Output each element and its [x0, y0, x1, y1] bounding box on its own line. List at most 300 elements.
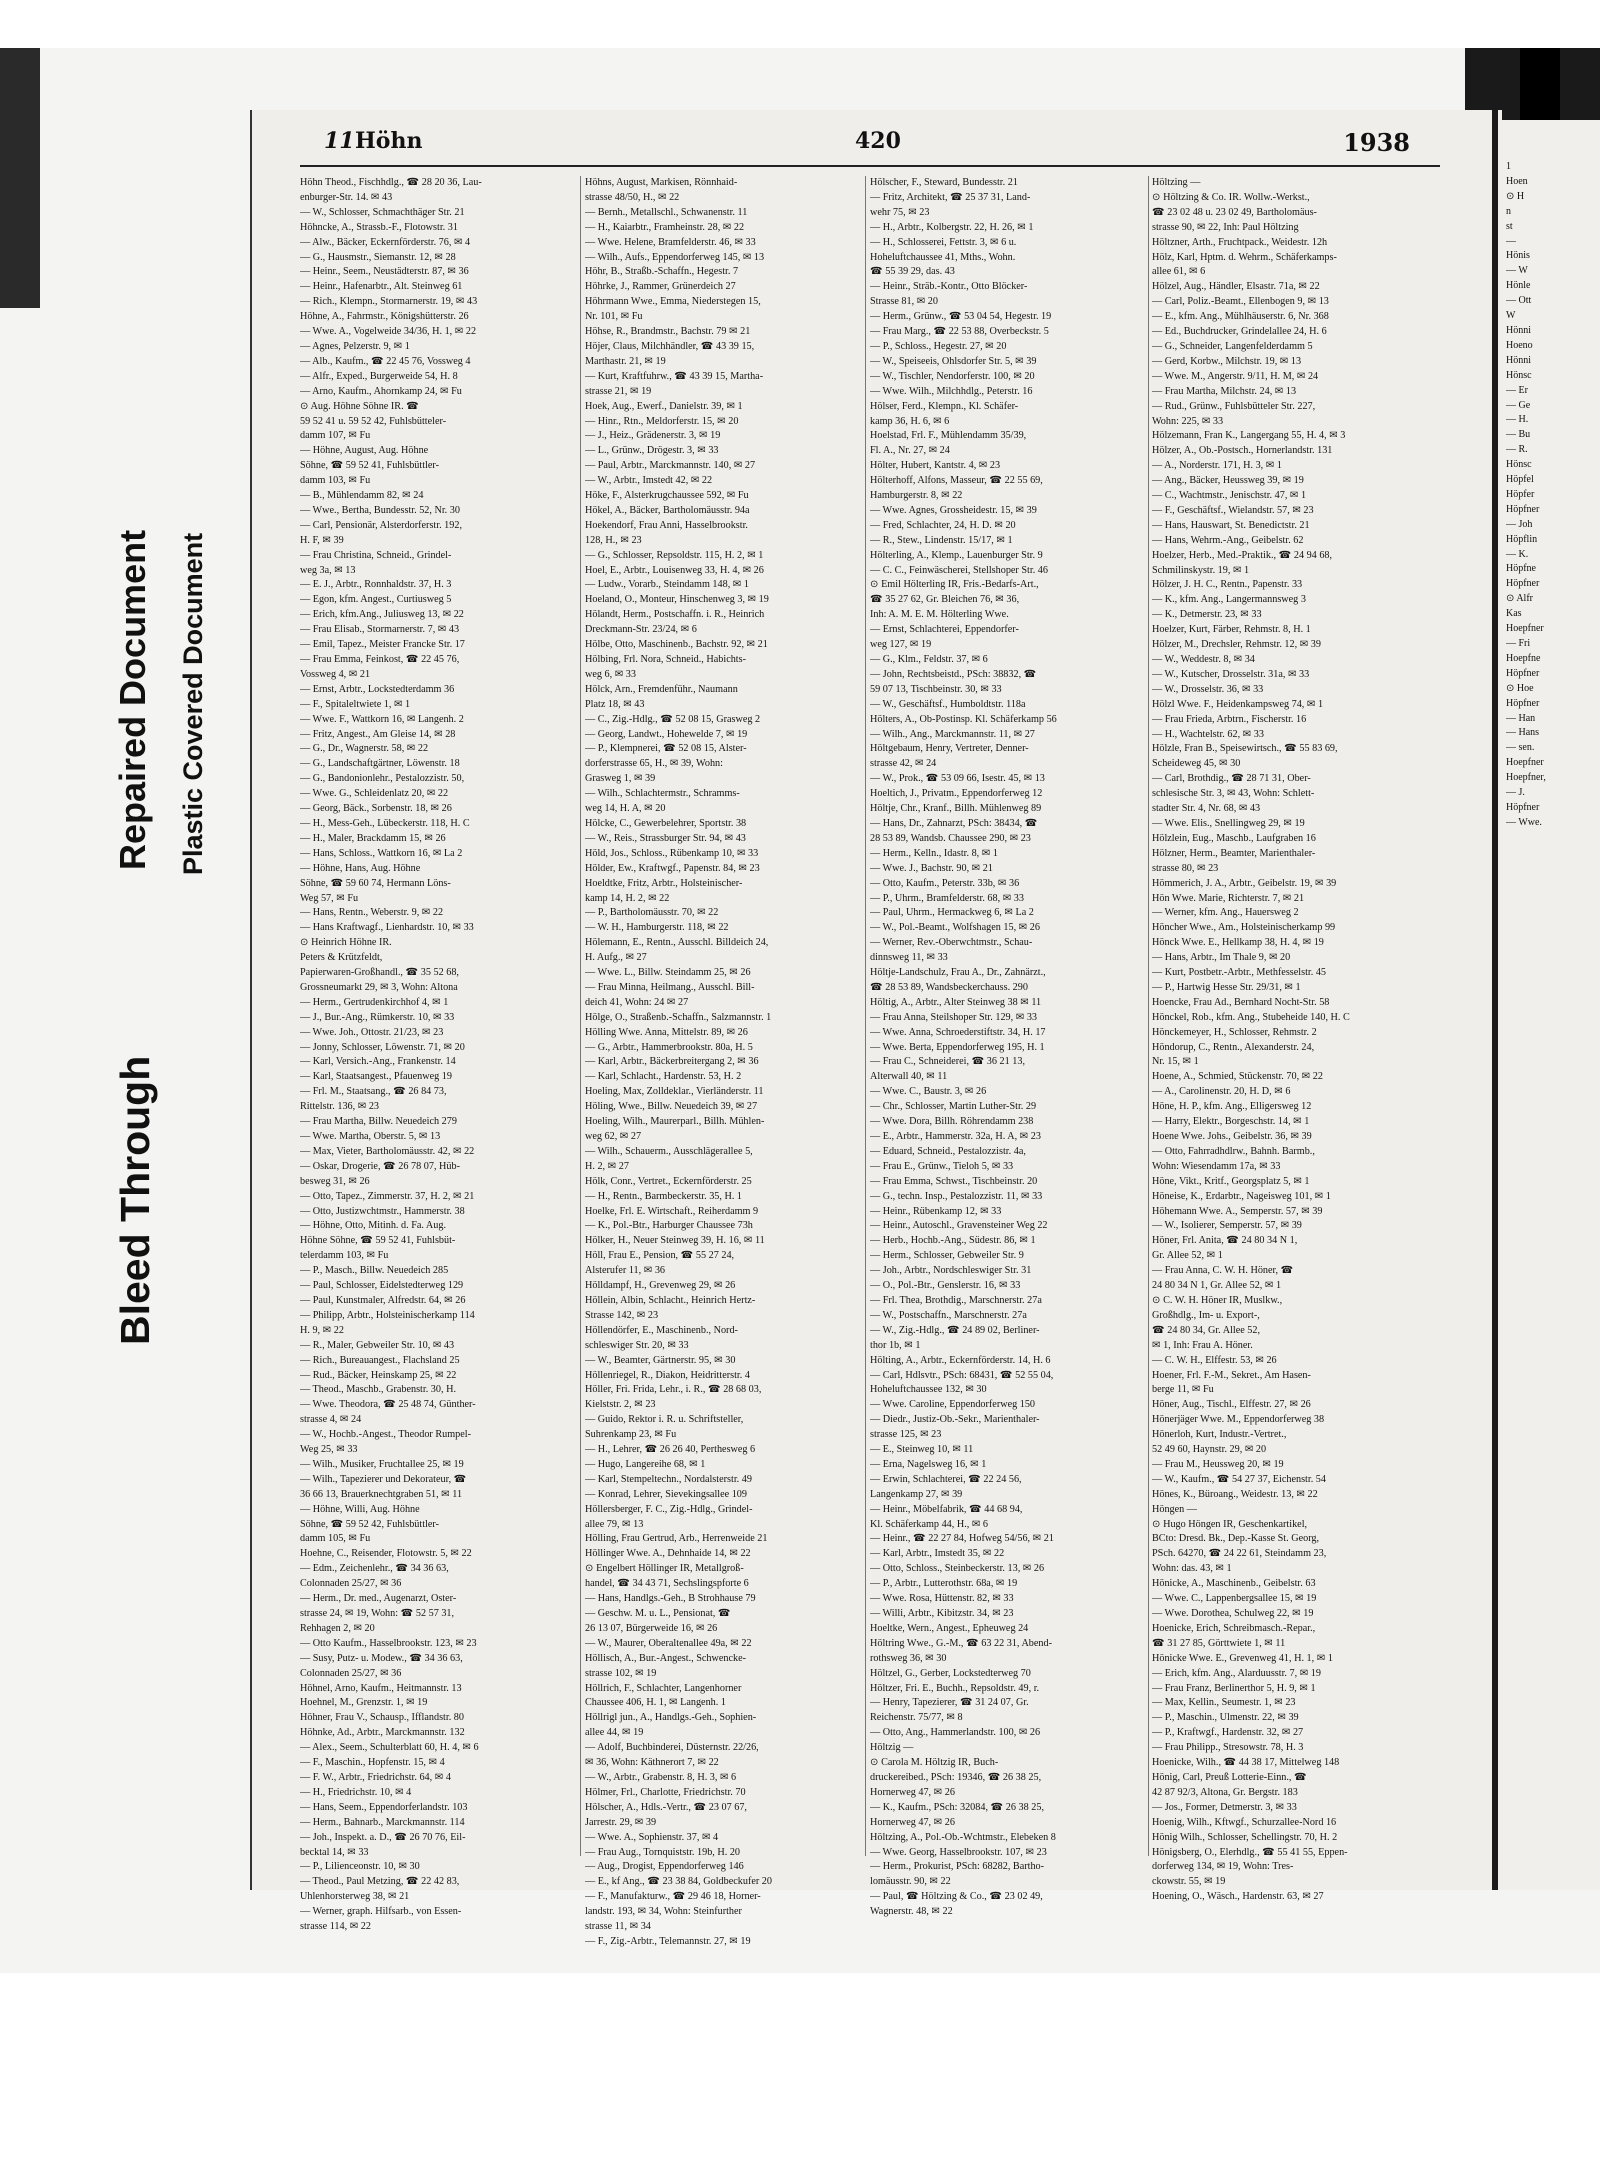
directory-entry: — C., Wachtmstr., Jenischstr. 47, ✉ 1	[1152, 490, 1307, 502]
directory-entry: Strasse 81, ✉ 20	[870, 296, 938, 308]
directory-entry: Uhlenhorsterweg 38, ✉ 21	[300, 1891, 410, 1903]
directory-entry: dorferweg 134, ✉ 19, Wohn: Tres-	[1152, 1861, 1294, 1873]
directory-entry: weg 14, H. A, ✉ 20	[585, 803, 666, 815]
page-binding-edge	[1492, 110, 1498, 1890]
directory-entry: — Wwe. Georg, Hasselbrookstr. 107, ✉ 23	[870, 1846, 1047, 1858]
directory-entry: Höncher Wwe., Am., Holsteinischerkamp 99	[1152, 922, 1336, 934]
directory-entry: — W., Prok., ☎ 53 09 66, Isestr. 45, ✉ 13	[870, 773, 1045, 785]
directory-entry: Höltzing —	[1152, 177, 1201, 188]
directory-entry: — C., Zig.-Hdlg., ☎ 52 08 15, Grasweg 2	[585, 713, 761, 725]
next-page-entry: Hönsc	[1506, 459, 1532, 471]
directory-entry: — Herm., Prokurist, PSch: 68282, Bartho-	[870, 1861, 1045, 1873]
directory-entry: — Carl, Brothdig., ☎ 28 71 31, Ober-	[1152, 773, 1311, 785]
directory-entry: — J., Heiz., Grädenerstr. 3, ✉ 19	[585, 430, 721, 442]
directory-entry: Hoenig, Wilh., Kftwgf., Schurzallee-Nord 16	[1152, 1816, 1337, 1828]
directory-entry: Hölzel, Aug., Händler, Elsastr. 71a, ✉ 22	[1152, 281, 1320, 293]
next-page-entry: ⊙ H	[1506, 190, 1525, 202]
directory-entry: Hoeltich, J., Privatm., Eppendorferweg 12	[870, 788, 1043, 800]
directory-entry: ⊙ Heinrich Höhne IR.	[300, 937, 392, 949]
directory-entry: — W., Speiseeis, Ohlsdorfer Str. 5, ✉ 39	[870, 355, 1037, 367]
directory-entry: — Frau Philipp., Stresowstr. 78, H. 3	[1152, 1742, 1304, 1754]
top-margin	[0, 0, 1600, 48]
directory-entry: — F. W., Arbtr., Friedrichstr. 64, ✉ 4	[300, 1771, 451, 1783]
directory-entry: — Theod., Maschb., Grabenstr. 30, H.	[300, 1384, 456, 1396]
directory-entry: Hönckel, Rob., kfm. Ang., Stubeheide 140, H. C	[1152, 1011, 1350, 1023]
directory-entry: ☎ 28 53 89, Wandsbeckerchauss. 290	[870, 981, 1028, 993]
directory-entry: Wagnerstr. 48, ✉ 22	[870, 1906, 953, 1918]
directory-entry: ⊙ Emil Hölterling IR, Fris.-Bedarfs-Art.,	[870, 579, 1039, 591]
directory-entry: Höhrke, J., Rammer, Grünerdeich 27	[585, 281, 736, 293]
header-rule	[300, 165, 1440, 167]
next-page-entry: Hönni	[1506, 324, 1531, 336]
directory-entry: — Frau Frieda, Arbtrn., Fischerstr. 16	[1152, 713, 1307, 725]
directory-entry: — Max, Kellin., Seumestr. 1, ✉ 23	[1152, 1697, 1296, 1709]
directory-entry: Hoheluftchaussee 132, ✉ 30	[870, 1384, 987, 1396]
next-page-entry: Hoen	[1506, 175, 1528, 187]
directory-entry: Höltzing, A., Pol.-Ob.-Wchtmstr., Elebeken 8	[870, 1831, 1056, 1843]
directory-entry: Hoener, Frl. F.-M., Sekret., Am Hasen-	[1152, 1369, 1311, 1381]
directory-entry: — Herm., Kelln., Idastr. 8, ✉ 1	[870, 847, 998, 859]
directory-entry: Höhncke, A., Strassb.-F., Flotowstr. 31	[300, 221, 458, 233]
directory-entry: — K., kfm. Ang., Langermannsweg 3	[1152, 594, 1306, 606]
directory-entry: — Frau Franz, Berlinerthor 5, H. 9, ✉ 1	[1152, 1682, 1316, 1694]
directory-entry: Höllrigl jun., A., Handlgs.-Geh., Sophien-	[585, 1712, 757, 1724]
directory-entry: — Hugo, Langereihe 68, ✉ 1	[585, 1458, 706, 1470]
directory-entry: — Karl, Schlacht., Hardenstr. 53, H. 2	[585, 1071, 742, 1083]
directory-entry: — Alw., Bäcker, Eckernförderstr. 76, ✉ 4	[300, 236, 471, 248]
column-divider	[580, 176, 581, 1856]
directory-entry: PSch. 64270, ☎ 24 22 61, Steindamm 23,	[1152, 1548, 1327, 1560]
directory-entry: Söhne, ☎ 59 60 74, Hermann Löns-	[300, 877, 451, 889]
directory-entry: — Frau C., Schneiderei, ☎ 36 21 13,	[870, 1056, 1026, 1068]
directory-entry: ☎ 24 80 34, Gr. Allee 52,	[1152, 1324, 1261, 1336]
directory-entry: — Wwe. Joh., Ottostr. 21/23, ✉ 23	[300, 1026, 444, 1038]
directory-entry: Höne, Vikt., Kritf., Georgsplatz 5, ✉ 1	[1152, 1175, 1310, 1187]
directory-entry: strasse 80, ✉ 23	[1152, 862, 1219, 874]
directory-entry: Höhner, Frau V., Schausp., Ifflandstr. 80	[300, 1712, 464, 1724]
directory-entry: 128, H., ✉ 23	[585, 534, 642, 546]
directory-entry: — Wwe. Rosa, Hüttenstr. 82, ✉ 33	[870, 1593, 1014, 1605]
directory-entry: — H., Mess-Geh., Lübeckerstr. 118, H. C	[300, 817, 470, 829]
directory-entry: Hoeltke, Wern., Angest., Epheuweg 24	[870, 1622, 1029, 1634]
next-page-entry: — Hans	[1506, 727, 1540, 739]
directory-entry: Wohn: Wiesendamm 17a, ✉ 33	[1152, 1160, 1281, 1172]
directory-entry: — W., Pol.-Beamt., Wolfshagen 15, ✉ 26	[870, 922, 1040, 934]
directory-entry: — Susy, Putz- u. Modew., ☎ 34 36 63,	[300, 1652, 463, 1664]
directory-entry: — Wwe. Martha, Oberstr. 5, ✉ 13	[300, 1131, 441, 1142]
directory-entry: Hölscher, A., Hdls.-Vertr., ☎ 23 07 67,	[585, 1801, 747, 1813]
directory-entry: Hoene Wwe. Johs., Geibelstr. 36, ✉ 39	[1152, 1131, 1312, 1142]
directory-entry: Rittelstr. 136, ✉ 23	[300, 1101, 380, 1113]
directory-entry: — G., Klm., Feldstr. 37, ✉ 6	[870, 654, 988, 665]
directory-entry: ☎ 31 27 85, Görttwiete 1, ✉ 11	[1152, 1637, 1286, 1649]
directory-entry: — K., Detmerstr. 23, ✉ 33	[1152, 609, 1262, 621]
directory-entry: — Adolf, Buchbinderei, Düsternstr. 22/26,	[585, 1742, 759, 1754]
directory-entry: Hölling, Frau Gertrud, Arb., Herrenweide 21	[585, 1533, 768, 1545]
directory-entry: — Herm., Bahnarb., Marckmannstr. 114	[300, 1816, 465, 1828]
directory-entry: — O., Pol.-Btr., Genslerstr. 16, ✉ 33	[870, 1280, 1021, 1292]
directory-entry: — Frau Marg., ☎ 22 53 88, Overbeckstr. 5	[870, 326, 1049, 338]
directory-entry: Höhrmann Wwe., Emma, Niederstegen 15,	[585, 296, 761, 308]
next-page-entry: Hönis	[1506, 250, 1530, 262]
directory-entry: — Max, Vieter, Bartholomäusstr. 42, ✉ 22	[300, 1145, 475, 1157]
directory-entry: weg 62, ✉ 27	[585, 1131, 642, 1142]
directory-entry: Hölling Wwe. Anna, Mittelstr. 89, ✉ 26	[585, 1026, 748, 1038]
directory-entry: Höhemann Wwe. A., Semperstr. 57, ✉ 39	[1152, 1205, 1323, 1217]
directory-entry: — Fritz, Angest., Am Gleise 14, ✉ 28	[300, 728, 456, 740]
column-divider	[1148, 176, 1149, 1856]
directory-entry: — F., Spitaleltwiete 1, ✉ 1	[300, 698, 411, 710]
directory-entry: Hoencke, Frau Ad., Bernhard Nocht-Str. 58	[1152, 996, 1330, 1008]
directory-entry: Hölder, Ew., Kraftwgf., Papenstr. 84, ✉ 23	[585, 862, 760, 874]
directory-entry: — Karl, Arbtr., Bäckerbreitergang 2, ✉ 36	[585, 1056, 759, 1068]
directory-entry: Dreckmann-Str. 23/24, ✉ 6	[585, 624, 697, 636]
next-page-entry: Hönle	[1506, 280, 1531, 292]
directory-entry: Hamburgerstr. 8, ✉ 22	[870, 490, 963, 502]
directory-entry: Strasse 142, ✉ 23	[585, 1309, 659, 1321]
directory-entry: — Frau Martha, Billw. Neuedeich 279	[300, 1116, 457, 1128]
directory-entry: — Paul, Uhrm., Hermackweg 6, ✉ La 2	[870, 907, 1034, 919]
directory-entry: — E. J., Arbtr., Ronnhaldstr. 37, H. 3	[300, 579, 452, 591]
directory-entry: — Geschw. M. u. L., Pensionat, ☎	[585, 1608, 731, 1619]
directory-entry: 59 07 13, Tischbeinstr. 30, ✉ 33	[870, 683, 1002, 695]
directory-entry: — P., Arbtr., Lutterothstr. 68a, ✉ 19	[870, 1578, 1018, 1590]
directory-entry: Höhnel, Arno, Kaufm., Heitmannstr. 13	[300, 1682, 462, 1694]
next-page-entry: — Er	[1506, 384, 1528, 396]
next-page-entry: — Ge	[1506, 399, 1531, 411]
header-title: Höhn	[355, 128, 423, 154]
next-page-entry: Höpfne	[1506, 563, 1536, 575]
directory-entry: — W., Geschäftsf., Humboldtstr. 118a	[870, 698, 1026, 710]
directory-entry: — Wwe. C., Baustr. 3, ✉ 26	[870, 1086, 987, 1098]
directory-entry: Weg 57, ✉ Fu	[300, 892, 359, 904]
directory-entry: — Bernh., Metallschl., Schwanenstr. 11	[585, 206, 748, 218]
directory-entry: — Kurt, Postbetr.-Arbtr., Methfesselstr. 45	[1152, 967, 1327, 979]
directory-entry: Hölck, Arn., Fremdenführ., Naumann	[585, 683, 738, 695]
directory-entry: Höhne Söhne, ☎ 59 52 41, Fuhlsbüt-	[300, 1235, 456, 1247]
directory-entry: — Erwin, Schlachterei, ☎ 22 24 56,	[870, 1473, 1022, 1485]
directory-entry: Hönerloh, Kurt, Industr.-Vertret.,	[1152, 1429, 1287, 1441]
directory-entry: Höhne, A., Fahrmstr., Königshütterstr. 26	[300, 311, 469, 323]
directory-entry: — Gerd, Korbw., Milchstr. 19, ✉ 13	[1152, 355, 1302, 367]
directory-entry: Höhse, R., Brandmstr., Bachstr. 79 ✉ 21	[585, 326, 751, 338]
directory-entry: strasse 102, ✉ 19	[585, 1667, 657, 1679]
directory-entry: deich 41, Wohn: 24 ✉ 27	[585, 996, 689, 1008]
directory-entry: stadter Str. 4, Nr. 68, ✉ 43	[1152, 803, 1261, 815]
directory-entry: Höltring Wwe., G.-M., ☎ 63 22 31, Abend-	[870, 1637, 1052, 1649]
directory-entry: Höjer, Claus, Milchhändler, ☎ 43 39 15,	[585, 340, 755, 352]
directory-entry: enburger-Str. 14. ✉ 43	[300, 191, 393, 203]
directory-entry: — G., Hausmstr., Siemanstr. 12, ✉ 28	[300, 251, 456, 263]
directory-entry: — G., Dr., Wagnerstr. 58, ✉ 22	[300, 743, 429, 755]
directory-entry: — Diedr., Justiz-Ob.-Sekr., Marienthaler-	[870, 1414, 1040, 1426]
directory-entry: — Wwe. Helene, Bramfelderstr. 46, ✉ 33	[585, 236, 756, 248]
directory-entry: Hölmer, Frl., Charlotte, Friedrichstr. 70	[585, 1786, 746, 1798]
directory-entry: — A., Carolinenstr. 20, H. D, ✉ 6	[1152, 1086, 1291, 1098]
directory-entry: Höllinger Wwe. A., Dehnhaide 14, ✉ 22	[585, 1548, 751, 1560]
directory-entry: — H., Lehrer, ☎ 26 26 40, Perthesweg 6	[585, 1444, 756, 1456]
directory-entry: — Carl, Hdlsvtr., PSch: 68431, ☎ 52 55 04,	[870, 1369, 1054, 1381]
next-page-entry: Höpfner	[1506, 697, 1540, 709]
directory-entry: Hölker, H., Neuer Steinweg 39, H. 16, ✉ 11	[585, 1235, 765, 1247]
directory-entry: — P., Uhrm., Bramfelderstr. 68, ✉ 33	[870, 892, 1024, 904]
directory-entry: — Hans, Hauswart, St. Benedictstr. 21	[1152, 519, 1310, 531]
directory-entry: — G., Schneider, Langenfelderdamm 5	[1152, 340, 1313, 352]
directory-entry: Hönicke, A., Maschinenb., Geibelstr. 63	[1152, 1578, 1316, 1590]
directory-entry: Hölters, A., Ob-Postinsp. Kl. Schäferkamp 56	[870, 713, 1057, 725]
directory-entry: Hönicke Wwe. E., Grevenweg 41, H. 1, ✉ 1	[1152, 1652, 1333, 1664]
directory-entry: — Herm., Grünw., ☎ 53 04 54, Hegestr. 19	[870, 311, 1052, 323]
directory-entry: — C. C., Feinwäscherei, Stellshoper Str. 46	[870, 564, 1048, 576]
next-page-entry: — Joh	[1506, 518, 1533, 530]
directory-entry: Hölterhoff, Alfons, Masseur, ☎ 22 55 69,	[870, 475, 1043, 487]
directory-entry: — R., Maler, Gebweiler Str. 10, ✉ 43	[300, 1339, 455, 1351]
directory-entry: Scheideweg 45, ✉ 30	[1152, 758, 1241, 770]
directory-entry: — Hans, Arbtr., Im Thale 9, ✉ 20	[1152, 952, 1291, 964]
directory-entry: — H., Wachtelstr. 62, ✉ 33	[1152, 728, 1264, 740]
directory-entry: strasse 11, ✉ 34	[585, 1921, 651, 1933]
directory-entry: — Harry, Elektr., Borgeschstr. 14, ✉ 1	[1152, 1116, 1310, 1128]
directory-entry: — Karl, Versich.-Ang., Frankenstr. 14	[300, 1056, 456, 1068]
directory-entry: Hoel, E., Arbtr., Louisenweg 33, H. 4, ✉ 26	[585, 564, 764, 576]
directory-entry: Höltzner, Arth., Fruchtpack., Weidestr. 12h	[1152, 236, 1328, 248]
directory-entry: Papierwaren-Großhandl., ☎ 35 52 68,	[300, 967, 459, 979]
directory-entry: Nr. 101, ✉ Fu	[585, 311, 643, 323]
directory-entry: Hoek, Aug., Ewerf., Danielstr. 39, ✉ 1	[585, 400, 743, 412]
directory-entry: Hönerjäger Wwe. M., Eppendorferweg 38	[1152, 1414, 1325, 1426]
directory-entry: — E., kfm. Ang., Mühlhäuserstr. 6, Nr. 368	[1152, 311, 1329, 323]
directory-entry: Hölser, Ferd., Klempn., Kl. Schäfer-	[870, 400, 1019, 412]
directory-entry: — Ang., Bäcker, Heussweg 39, ✉ 19	[1152, 475, 1304, 487]
directory-entry: Suhrenkamp 23, ✉ Fu	[585, 1429, 677, 1441]
directory-entry: Hölscher, F., Steward, Bundesstr. 21	[870, 177, 1018, 188]
directory-entry: Wohn: 225, ✉ 33	[1152, 415, 1224, 427]
next-page-entry: — Wwe.	[1506, 816, 1542, 828]
next-page-entry: Hönsc	[1506, 369, 1532, 381]
next-page-entry: ⊙ Alfr	[1506, 593, 1533, 605]
directory-entry: — P., Schloss., Hegestr. 27, ✉ 20	[870, 340, 1007, 352]
directory-entry: rothsweg 36, ✉ 30	[870, 1652, 947, 1664]
directory-entry: — Rud., Grünw., Fuhlsbütteler Str. 227,	[1152, 400, 1316, 412]
header-section-number: 11	[324, 128, 355, 154]
directory-entry: Hoenicke, Erich, Schreibmasch.-Repar.,	[1152, 1622, 1316, 1634]
directory-entry: Höhn Theod., Fischhdlg., ☎ 28 20 36, Lau-	[300, 177, 482, 188]
next-page-fragment	[1500, 120, 1600, 1890]
next-page-entry: Höpfer	[1506, 488, 1535, 500]
directory-entry: — W., Kaufm., ☎ 54 27 37, Eichenstr. 54	[1152, 1473, 1326, 1485]
directory-entry: Schmilinskystr. 19, ✉ 1	[1152, 564, 1250, 576]
directory-entry: Inh: A. M. E. M. Hölterling Wwe.	[870, 609, 1009, 621]
directory-entry: Höller, Fri. Frida, Lehr., i. R., ☎ 28 68 03,	[585, 1384, 762, 1396]
directory-entry: thor 1b, ✉ 1	[870, 1339, 921, 1351]
directory-entry: — Egon, kfm. Angest., Curtiusweg 5	[300, 594, 452, 606]
directory-entry: — Heinr., Rübenkamp 12, ✉ 33	[870, 1205, 1002, 1217]
directory-entry: — Otto, Kaufm., Peterstr. 33b, ✉ 36	[870, 877, 1020, 889]
scan-shadow-left	[0, 48, 40, 308]
directory-entry: 24 80 34 N 1, Gr. Allee 52, ✉ 1	[1152, 1280, 1282, 1292]
directory-entry: — Ed., Buchdrucker, Grindelallee 24, H. 6	[1152, 326, 1327, 338]
directory-entry: — Paul, Arbtr., Marckmannstr. 140, ✉ 27	[585, 460, 756, 472]
directory-entry: lomäusstr. 90, ✉ 22	[870, 1876, 951, 1888]
directory-entry: Höltzig —	[870, 1742, 914, 1754]
directory-entry: — Höhne, Hans, Aug. Höhne	[300, 862, 421, 874]
directory-entry: allee 44, ✉ 19	[585, 1727, 644, 1739]
directory-entry: Colonnaden 25/27, ✉ 36	[300, 1667, 402, 1679]
directory-entry: — Kurt, Kraftfuhrw., ☎ 43 39 15, Martha-	[585, 370, 764, 382]
directory-entry: weg 6, ✉ 33	[585, 668, 636, 680]
directory-entry: — Philipp, Arbtr., Holsteinischerkamp 114	[300, 1309, 475, 1321]
directory-entry: — Paul, Kunstmaler, Alfredstr. 64, ✉ 26	[300, 1294, 466, 1306]
directory-entry: druckereibed., PSch: 19346, ☎ 26 38 25,	[870, 1771, 1042, 1783]
directory-column-4	[1152, 176, 1427, 1905]
directory-entry: — Heinr., Autoschl., Gravensteiner Weg 22	[870, 1220, 1048, 1232]
directory-entry: — Werner, kfm. Ang., Hauersweg 2	[1152, 907, 1299, 919]
directory-entry: weg 3a, ✉ 13	[300, 564, 356, 576]
directory-entry: — H., Maler, Brackdamm 15, ✉ 26	[300, 832, 446, 844]
directory-entry: — C. W. H., Elffestr. 53, ✉ 26	[1152, 1354, 1277, 1366]
next-page-entry: — K.	[1506, 548, 1529, 560]
directory-entry: damm 107, ✉ Fu	[300, 430, 371, 442]
directory-entry: — E., Steinweg 10, ✉ 11	[870, 1444, 974, 1456]
directory-entry: — F., Zig.-Arbtr., Telemannstr. 27, ✉ 19	[585, 1935, 751, 1947]
directory-entry: Hölzl Wwe. F., Heidenkampsweg 74, ✉ 1	[1152, 698, 1324, 710]
next-page-entry: — H.	[1506, 414, 1529, 426]
directory-entry: Hölting, A., Arbtr., Eckernförderstr. 14, H. 6	[870, 1354, 1051, 1366]
next-page-entry: Hoeno	[1506, 339, 1533, 351]
directory-entry: Gr. Allee 52, ✉ 1	[1152, 1250, 1223, 1262]
directory-entry: becktal 14, ✉ 33	[300, 1846, 369, 1858]
directory-entry: Chaussee 406, H. 1, ✉ Langenh. 1	[585, 1697, 726, 1709]
directory-entry: — Hans, Wehrm.-Ang., Geibelstr. 62	[1152, 534, 1304, 546]
directory-entry: — Höhne, Willi, Aug. Höhne	[300, 1503, 420, 1515]
directory-entry: Hönigsberg, O., Elerhdlg., ☎ 55 41 55, Eppen-	[1152, 1846, 1348, 1858]
directory-entry: — Hans, Seem., Eppendorferlandstr. 103	[300, 1801, 468, 1813]
next-page-entry: Höpfner	[1506, 801, 1540, 813]
directory-entry: — W., Tischler, Nendorferstr. 100, ✉ 20	[870, 370, 1035, 382]
directory-entry: Hölter, Hubert, Kantstr. 4, ✉ 23	[870, 460, 1001, 472]
directory-entry: ☎ 55 39 29, das. 43	[870, 266, 955, 278]
directory-entry: Hönig, Carl, Preuß Lotterie-Einn., ☎	[1152, 1771, 1307, 1783]
directory-entry: Hölz, Karl, Hptm. d. Wehrm., Schäferkamps-	[1152, 251, 1337, 263]
directory-entry: Hölzner, Herm., Beamter, Marienthaler-	[1152, 847, 1316, 859]
next-page-entry: ⊙ Hoe	[1506, 682, 1534, 694]
directory-entry: Höhns, August, Markisen, Rönnhaid-	[585, 177, 738, 188]
directory-entry: — H., Arbtr., Kolbergstr. 22, H. 26, ✉ 1	[870, 221, 1034, 233]
directory-entry: Hoelzer, Kurt, Färber, Rehmstr. 8, H. 1	[1152, 624, 1311, 636]
directory-entry: — Theod., Paul Metzing, ☎ 22 42 83,	[300, 1876, 460, 1888]
directory-entry: — P., Kraftwgf., Hardenstr. 32, ✉ 27	[1152, 1727, 1304, 1739]
directory-entry: — Frau Aug., Tornquiststr. 19b, H. 20	[585, 1846, 741, 1858]
directory-entry: Höllersberger, F. C., Zig.-Hdlg., Grindel-	[585, 1503, 753, 1515]
directory-entry: — E., kf Ang., ☎ 23 38 84, Goldbeckufer 20	[585, 1876, 772, 1888]
directory-entry: — Wilh., Aufs., Eppendorferweg 145, ✉ 13	[585, 251, 765, 263]
directory-entry: — P., Hartwig Hesse Str. 29/31, ✉ 1	[1152, 981, 1301, 993]
next-page-entry: — Bu	[1506, 429, 1531, 441]
directory-entry: Hölzle, Fran B., Speisewirtsch., ☎ 55 83 69,	[1152, 743, 1338, 755]
directory-entry: Höll, Frau E., Pension, ☎ 55 27 24,	[585, 1250, 735, 1262]
directory-entry: — John, Rechtsbeistd., PSch: 38832, ☎	[870, 668, 1037, 680]
directory-entry: — Wwe. Anna, Schroederstiftstr. 34, H. 17	[870, 1026, 1046, 1038]
directory-entry: Hölbe, Otto, Maschinenb., Bachstr. 92, ✉ 21	[585, 639, 768, 651]
directory-entry: H. F, ✉ 39	[300, 534, 344, 546]
directory-entry: — G., Schlosser, Repsoldstr. 115, H. 2, ✉ 1	[585, 549, 764, 561]
header-year: 1938	[1343, 128, 1410, 157]
directory-entry: landstr. 193, ✉ 34, Wohn: Steinfurther	[585, 1906, 742, 1918]
directory-entry: — A., Norderstr. 171, H. 3, ✉ 1	[1152, 460, 1282, 472]
directory-entry: — Frau Elisab., Stormarnerstr. 7, ✉ 43	[300, 624, 460, 636]
directory-entry: Hoenicke, Wilh., ☎ 44 38 17, Mittelweg 148	[1152, 1757, 1340, 1769]
directory-entry: Höllendörfer, E., Maschinenb., Nord-	[585, 1324, 738, 1336]
directory-entry: Höltzer, Fri. E., Buchh., Repsoldstr. 49, r.	[870, 1682, 1040, 1694]
directory-entry: — Werner, Rev.-Oberwchtmstr., Schau-	[870, 937, 1033, 949]
directory-entry: Höllisch, A., Bur.-Angest., Schwencke-	[585, 1652, 746, 1664]
directory-entry: — R., Stew., Lindenstr. 15/17, ✉ 1	[870, 534, 1013, 546]
directory-entry: — Otto, Schloss., Steinbeckerstr. 13, ✉ 26	[870, 1563, 1045, 1575]
directory-entry: — Frau Martha, Milchstr. 24, ✉ 13	[1152, 385, 1297, 397]
next-page-entry: — Fri	[1506, 638, 1531, 649]
directory-entry: Höllenriegel, R., Diakon, Heidritterstr. 4	[585, 1369, 750, 1381]
directory-entry: Hornerweg 47, ✉ 26	[870, 1786, 955, 1798]
directory-entry: — P., Klempnerei, ☎ 52 08 15, Alster-	[585, 743, 747, 755]
directory-entry: — W., Zig.-Hdlg., ☎ 24 89 02, Berliner-	[870, 1324, 1040, 1336]
directory-entry: damm 103, ✉ Fu	[300, 475, 371, 487]
directory-entry: handel, ☎ 34 43 71, Sechslingspforte 6	[585, 1578, 749, 1590]
directory-entry: — Otto, Ang., Hammerlandstr. 100, ✉ 26	[870, 1727, 1041, 1739]
directory-entry: — Otto Kaufm., Hasselbrookstr. 123, ✉ 23	[300, 1637, 477, 1649]
directory-entry: weg 127, ✉ 19	[870, 639, 932, 651]
next-page-lines	[1500, 120, 1600, 831]
directory-entry: — E., Arbtr., Hammerstr. 32a, H. A, ✉ 23	[870, 1131, 1041, 1142]
next-page-entry: Kas	[1506, 608, 1522, 620]
next-page-entry: W	[1506, 310, 1516, 322]
directory-entry: 26 13 07, Bürgerweide 16, ✉ 26	[585, 1622, 718, 1634]
directory-entry: — Eduard, Schneid., Pestalozzistr. 4a,	[870, 1145, 1026, 1157]
next-page-entry: Höpfner	[1506, 578, 1540, 590]
next-page-entry: Höpfner	[1506, 667, 1540, 679]
directory-entry: — Alex., Seem., Schulterblatt 60, H. 4, ✉ 6	[300, 1742, 479, 1754]
directory-entry: Hoeling, Wilh., Maurerparl., Billh. Mühlen-	[585, 1116, 765, 1128]
directory-entry: Hölzemann, Fran K., Langergang 55, H. 4, ✉ 3	[1152, 430, 1346, 442]
directory-entry: besweg 31, ✉ 26	[300, 1175, 370, 1187]
directory-entry: — Heinr., Sträb.-Kontr., Otto Blöcker-	[870, 281, 1028, 293]
directory-entry: strasse 24, ✉ 19, Wohn: ☎ 52 57 31,	[300, 1608, 455, 1619]
directory-entry: — H., Friedrichstr. 10, ✉ 4	[300, 1786, 412, 1798]
directory-entry: Hönig Wilh., Schlosser, Schellingstr. 70, H. 2	[1152, 1831, 1338, 1843]
directory-entry: — Carl, Poliz.-Beamt., Ellenbogen 9, ✉ 13	[1152, 296, 1329, 308]
directory-entry: Hoheluftchaussee 41, Mths., Wohn.	[870, 251, 1016, 263]
directory-entry: Höner, Aug., Tischl., Elffestr. 27, ✉ 26	[1152, 1399, 1311, 1411]
next-page-entry: Hoepfne	[1506, 652, 1541, 664]
directory-entry: — Erich, kfm. Ang., Alarduusstr. 7, ✉ 19	[1152, 1667, 1321, 1679]
directory-entry: H. 2, ✉ 27	[585, 1160, 629, 1172]
directory-entry: — P., Masch., Billw. Neuedeich 285	[300, 1265, 449, 1277]
directory-entry: Alsterufer 11, ✉ 36	[585, 1265, 666, 1277]
directory-entry: Platz 18, ✉ 43	[585, 698, 645, 710]
directory-entry: — Konrad, Lehrer, Sievekingsallee 109	[585, 1488, 747, 1500]
directory-entry: Höllein, Albin, Schlacht., Heinrich Hertz-	[585, 1294, 756, 1306]
directory-entry: Hölk, Conr., Vertret., Eckernförderstr. 25	[585, 1175, 752, 1187]
directory-entry: — F., Maschin., Hopfenstr. 15, ✉ 4	[300, 1757, 445, 1769]
directory-entry: — Frau Emma, Feinkost, ☎ 22 45 76,	[300, 654, 460, 665]
directory-entry: ⊙ Höltzing & Co. IR. Wollw.-Werkst.,	[1152, 191, 1310, 203]
directory-entry: Hölbing, Frl. Nora, Schneid., Habichts-	[585, 654, 746, 665]
directory-entry: — Joh., Arbtr., Nordschleswiger Str. 31	[870, 1265, 1032, 1277]
directory-entry: BCto: Dresd. Bk., Dep.-Kasse St. Georg,	[1152, 1533, 1320, 1545]
directory-entry: Höld, Jos., Schloss., Rübenkamp 10, ✉ 33	[585, 847, 759, 859]
directory-entry: Hökel, A., Bäcker, Bartholomäusstr. 94a	[585, 504, 750, 516]
directory-entry: — W., Arbtr., Imstedt 42, ✉ 22	[585, 475, 713, 487]
next-page-entry: — J.	[1506, 787, 1525, 799]
